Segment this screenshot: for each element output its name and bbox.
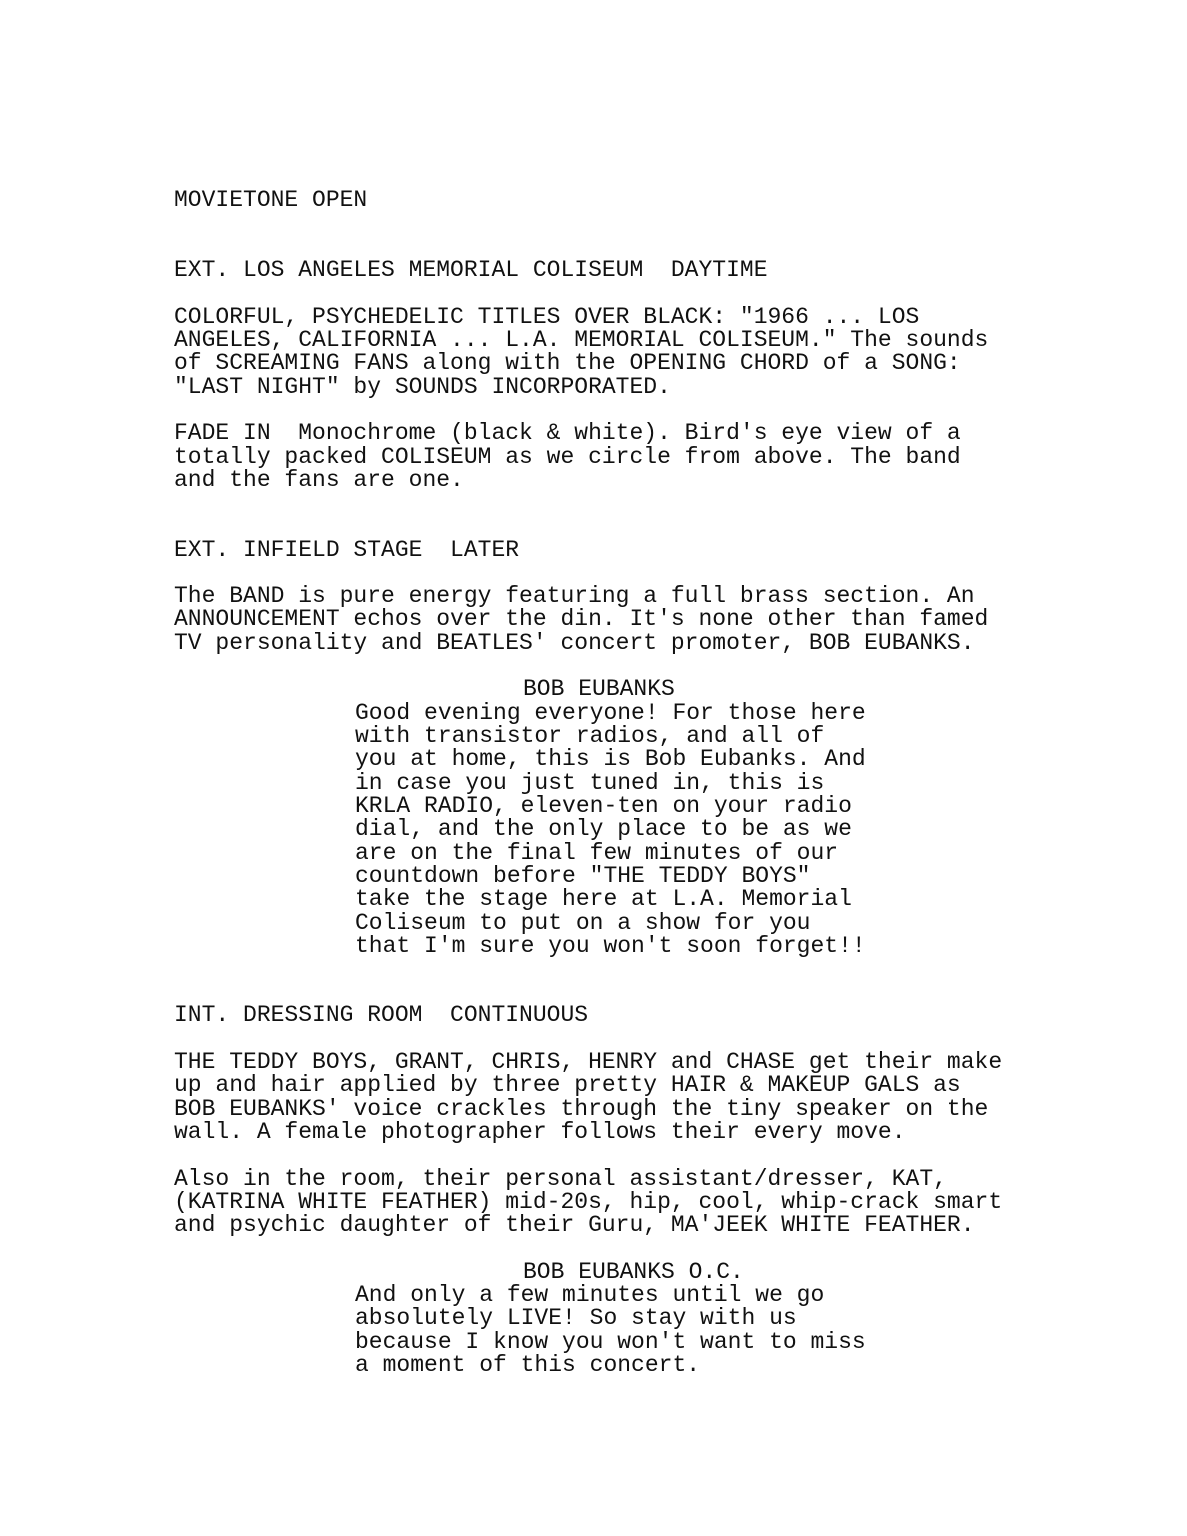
dialogue-line: in case you just tuned in, this is	[355, 770, 825, 796]
action-line: wall. A female photographer follows their every move.	[174, 1119, 906, 1145]
dialogue-line: countdown before "THE TEDDY BOYS"	[355, 863, 811, 889]
dialogue-line: because I know you won't want to miss	[355, 1329, 866, 1355]
action-line: BOB EUBANKS' voice crackles through the tiny speaker on the	[174, 1096, 989, 1122]
dialogue-line: that I'm sure you won't soon forget!!	[355, 933, 866, 959]
action-line: ANGELES, CALIFORNIA ... L.A. MEMORIAL COLISEUM." The sounds	[174, 327, 989, 353]
action-line: of SCREAMING FANS along with the OPENING CHORD of a SONG:	[174, 350, 961, 376]
action-line: and the fans are one.	[174, 467, 464, 493]
dialogue-line: Coliseum to put on a show for you	[355, 910, 811, 936]
dialogue-line: a moment of this concert.	[355, 1352, 701, 1378]
action-line: COLORFUL, PSYCHEDELIC TITLES OVER BLACK: "1966 ... LOS	[174, 304, 920, 330]
action-line: FADE IN Monochrome (black & white). Bird's eye view of a	[174, 420, 961, 446]
action-line: THE TEDDY BOYS, GRANT, CHRIS, HENRY and CHASE get their make	[174, 1049, 1003, 1075]
action-line: and psychic daughter of their Guru, MA'JEEK WHITE FEATHER.	[174, 1212, 975, 1238]
dialogue-line: you at home, this is Bob Eubanks. And	[355, 746, 866, 772]
dialogue-line: dial, and the only place to be as we	[355, 816, 852, 842]
scene-heading: EXT. INFIELD STAGE LATER	[174, 537, 520, 563]
dialogue-line: take the stage here at L.A. Memorial	[355, 886, 852, 912]
dialogue-line: Good evening everyone! For those here	[355, 700, 866, 726]
scene-heading: INT. DRESSING ROOM CONTINUOUS	[174, 1002, 589, 1028]
dialogue-line: And only a few minutes until we go	[355, 1282, 825, 1308]
action-line: up and hair applied by three pretty HAIR & MAKEUP GALS as	[174, 1072, 961, 1098]
character-name: BOB EUBANKS O.C.	[523, 1259, 744, 1285]
dialogue-line: KRLA RADIO, eleven-ten on your radio	[355, 793, 852, 819]
transition-line: MOVIETONE OPEN	[174, 187, 368, 213]
action-line: The BAND is pure energy featuring a full brass section. An	[174, 583, 975, 609]
dialogue-line: absolutely LIVE! So stay with us	[355, 1305, 797, 1331]
action-line: "LAST NIGHT" by SOUNDS INCORPORATED.	[174, 374, 671, 400]
dialogue-line: with transistor radios, and all of	[355, 723, 825, 749]
action-line: totally packed COLISEUM as we circle from above. The band	[174, 444, 961, 470]
scene-heading: EXT. LOS ANGELES MEMORIAL COLISEUM DAYTIME	[174, 257, 768, 283]
action-line: ANNOUNCEMENT echos over the din. It's none other than famed	[174, 606, 989, 632]
character-name: BOB EUBANKS	[523, 676, 675, 702]
dialogue-line: are on the final few minutes of our	[355, 840, 839, 866]
action-line: (KATRINA WHITE FEATHER) mid-20s, hip, cool, whip-crack smart	[174, 1189, 1003, 1215]
action-line: TV personality and BEATLES' concert promoter, BOB EUBANKS.	[174, 630, 975, 656]
action-line: Also in the room, their personal assistant/dresser, KAT,	[174, 1166, 947, 1192]
